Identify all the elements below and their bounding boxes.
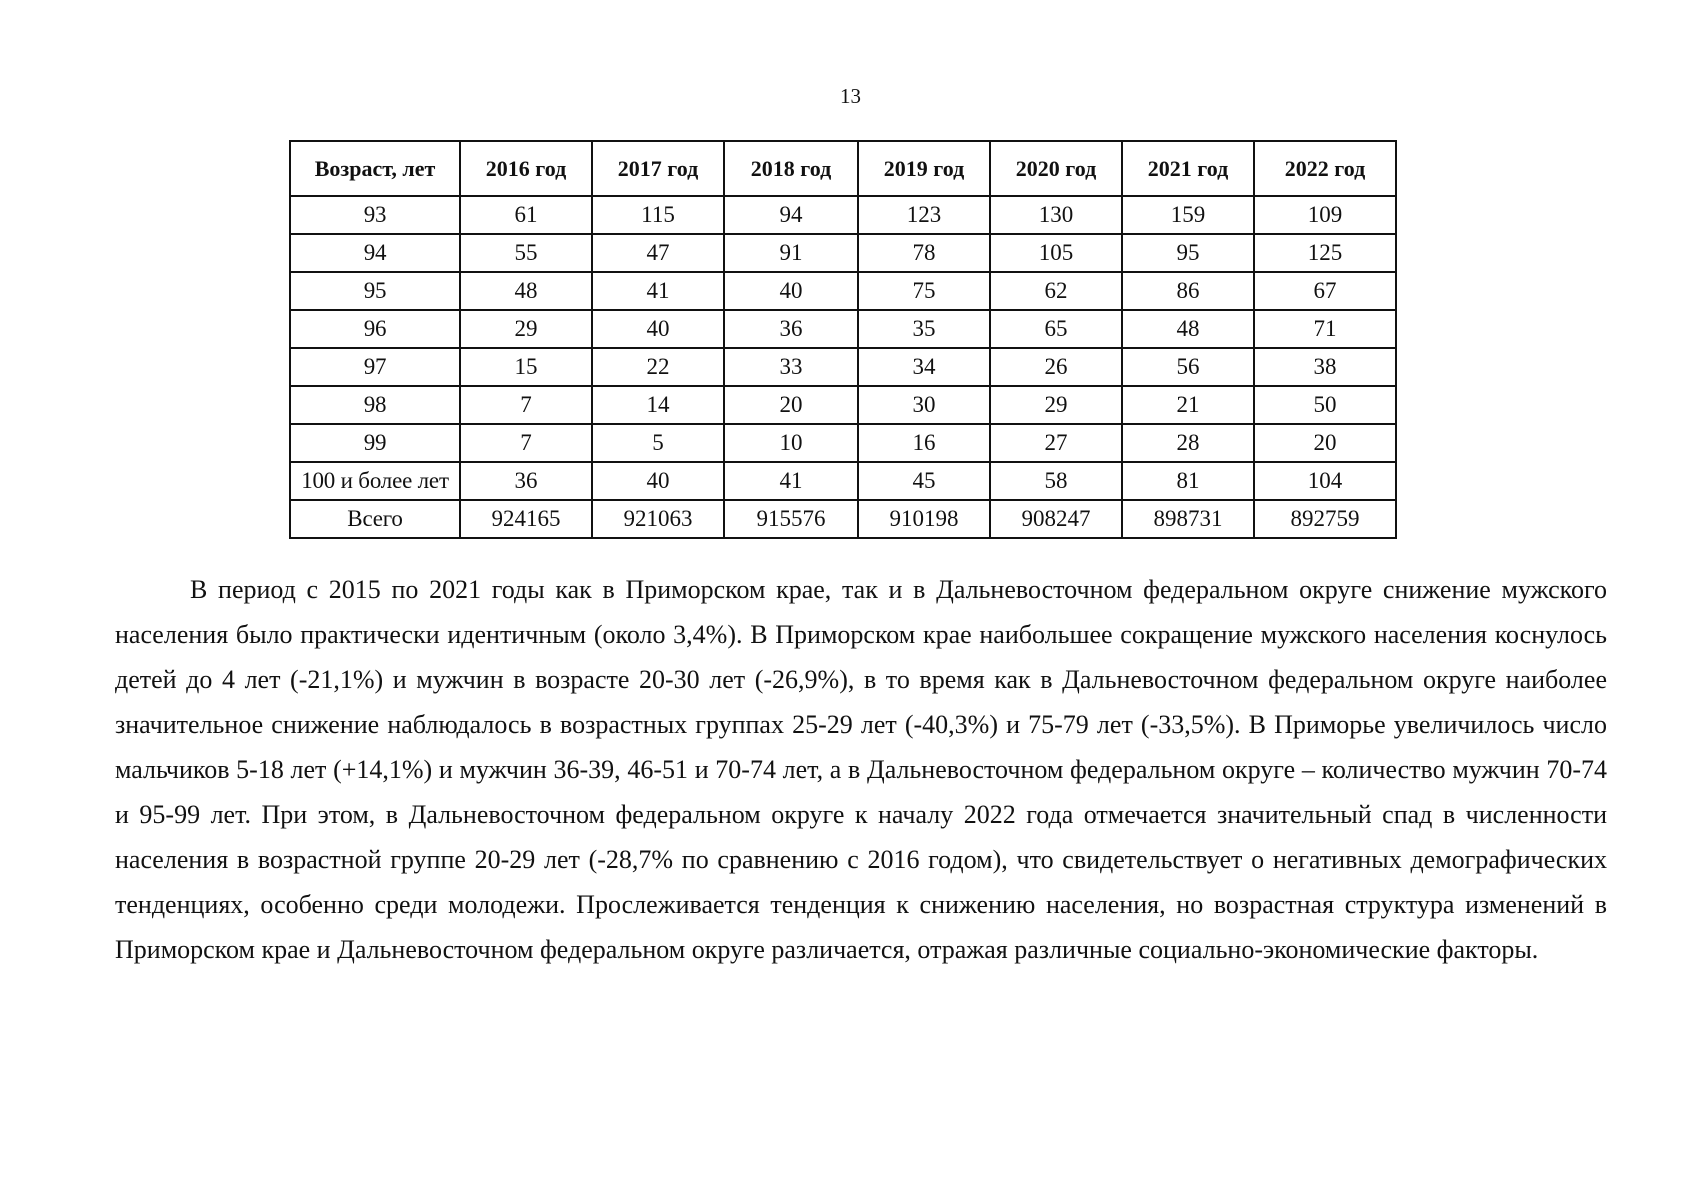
- column-header-2020: 2020 год: [990, 141, 1122, 196]
- table-cell-2017: 40: [592, 310, 724, 348]
- table-cell-2020: 29: [990, 386, 1122, 424]
- table-cell-2021: 898731: [1122, 500, 1254, 538]
- table-cell-2021: 48: [1122, 310, 1254, 348]
- table-cell-2017: 115: [592, 196, 724, 234]
- table-cell-2019: 34: [858, 348, 990, 386]
- table-cell-2018: 36: [724, 310, 858, 348]
- table-cell-2018: 20: [724, 386, 858, 424]
- column-header-2022: 2022 год: [1254, 141, 1396, 196]
- table-cell-age: 96: [290, 310, 460, 348]
- table-row: [290, 272, 1396, 310]
- table-cell-2017: 14: [592, 386, 724, 424]
- table-row: [290, 234, 1396, 272]
- table-cell-2021: 81: [1122, 462, 1254, 500]
- table-cell-2020: 908247: [990, 500, 1122, 538]
- table-cell-2020: 130: [990, 196, 1122, 234]
- table-cell-age: 93: [290, 196, 460, 234]
- table-cell-2018: 915576: [724, 500, 858, 538]
- table-cell-age: 98: [290, 386, 460, 424]
- table-cell-2019: 35: [858, 310, 990, 348]
- table-cell-age: 95: [290, 272, 460, 310]
- table-row: [290, 462, 1396, 500]
- table-cell-age: 94: [290, 234, 460, 272]
- table-cell-2022: 109: [1254, 196, 1396, 234]
- table-body: [290, 196, 1396, 538]
- table-cell-2022: 125: [1254, 234, 1396, 272]
- table-cell-2020: 58: [990, 462, 1122, 500]
- table-row: [290, 386, 1396, 424]
- table-cell-2016: 36: [460, 462, 592, 500]
- body-paragraph: В период с 2015 по 2021 годы как в Приморском крае, так и в Дальневосточном федеральном округе снижение мужского населения было практически идентичным (около 3,4%). В Приморском крае наибольшее сокращение мужского населения коснулось детей до 4 лет (-21,1%) и мужчин в возрасте 20-30 лет (-26,9%), в то время как в Дальневосточном федеральном округе наиболее значительное снижение наблюдалось в возрастных группах 25-29 лет (-40,3%) и 75-79 лет (-33,5%). В Приморье увеличилось число мальчиков 5-18 лет (+14,1%) и мужчин 36-39, 46-51 и 70-74 лет, а в Дальневосточном федеральном округе – количество мужчин 70-74 и 95-99 лет. При этом, в Дальневосточном федеральном округе к началу 2022 года отмечается значительный спад в численности населения в возрастной группе 20-29 лет (-28,7% по сравнению с 2016 годом), что свидетельствует о негативных демографических тенденциях, особенно среди молодежи. Прослеживается тенденция к снижению населения, но возрастная структура изменений в Приморском крае и Дальневосточном федеральном округе различается, отражая различные социально-экономические факторы.: [115, 575, 1607, 964]
- table-cell-2021: 159: [1122, 196, 1254, 234]
- table-cell-2018: 91: [724, 234, 858, 272]
- table-cell-2021: 86: [1122, 272, 1254, 310]
- column-header-2021: 2021 год: [1122, 141, 1254, 196]
- table-cell-2017: 41: [592, 272, 724, 310]
- table-row: [290, 196, 1396, 234]
- table-row: [290, 424, 1396, 462]
- table-cell-2016: 7: [460, 424, 592, 462]
- table-cell-2016: 15: [460, 348, 592, 386]
- table-cell-age: Всего: [290, 500, 460, 538]
- table-cell-2018: 10: [724, 424, 858, 462]
- table-cell-2022: 104: [1254, 462, 1396, 500]
- table-row: [290, 348, 1396, 386]
- table-header: [290, 141, 1396, 196]
- table-cell-2019: 78: [858, 234, 990, 272]
- table-cell-age: 99: [290, 424, 460, 462]
- table-header-row: [290, 141, 1396, 196]
- table-cell-2017: 22: [592, 348, 724, 386]
- table-cell-2022: 71: [1254, 310, 1396, 348]
- table-cell-2017: 921063: [592, 500, 724, 538]
- table-cell-2016: 29: [460, 310, 592, 348]
- table-cell-age: 100 и более лет: [290, 462, 460, 500]
- table-cell-2019: 16: [858, 424, 990, 462]
- table-cell-2020: 65: [990, 310, 1122, 348]
- column-header-2019: 2019 год: [858, 141, 990, 196]
- table-cell-2016: 7: [460, 386, 592, 424]
- table-cell-2019: 123: [858, 196, 990, 234]
- table-row: [290, 310, 1396, 348]
- table-cell-2019: 910198: [858, 500, 990, 538]
- table-cell-2016: 48: [460, 272, 592, 310]
- table-cell-2021: 56: [1122, 348, 1254, 386]
- table-cell-2022: 38: [1254, 348, 1396, 386]
- table-cell-2022: 20: [1254, 424, 1396, 462]
- column-header-2018: 2018 год: [724, 141, 858, 196]
- table-cell-2020: 27: [990, 424, 1122, 462]
- table-cell-2017: 5: [592, 424, 724, 462]
- table-cell-2019: 45: [858, 462, 990, 500]
- column-header-2016: 2016 год: [460, 141, 592, 196]
- table-cell-2022: 67: [1254, 272, 1396, 310]
- table-cell-2021: 95: [1122, 234, 1254, 272]
- table-cell-2021: 28: [1122, 424, 1254, 462]
- table-cell-2020: 62: [990, 272, 1122, 310]
- table-cell-2018: 40: [724, 272, 858, 310]
- column-header-2017: 2017 год: [592, 141, 724, 196]
- table-cell-2020: 105: [990, 234, 1122, 272]
- table-cell-2018: 33: [724, 348, 858, 386]
- table-cell-2017: 47: [592, 234, 724, 272]
- table-cell-2016: 55: [460, 234, 592, 272]
- table-cell-2016: 61: [460, 196, 592, 234]
- age-population-table: [289, 140, 1397, 539]
- column-header-age: Возраст, лет: [290, 141, 460, 196]
- table-cell-2020: 26: [990, 348, 1122, 386]
- table-cell-2022: 892759: [1254, 500, 1396, 538]
- table-cell-2017: 40: [592, 462, 724, 500]
- page-number: 13: [840, 84, 861, 108]
- table-cell-2022: 50: [1254, 386, 1396, 424]
- table-cell-2018: 94: [724, 196, 858, 234]
- table-cell-age: 97: [290, 348, 460, 386]
- table-cell-2019: 75: [858, 272, 990, 310]
- table-cell-2016: 924165: [460, 500, 592, 538]
- table-cell-2018: 41: [724, 462, 858, 500]
- table-cell-2021: 21: [1122, 386, 1254, 424]
- table-row: [290, 500, 1396, 538]
- table-cell-2019: 30: [858, 386, 990, 424]
